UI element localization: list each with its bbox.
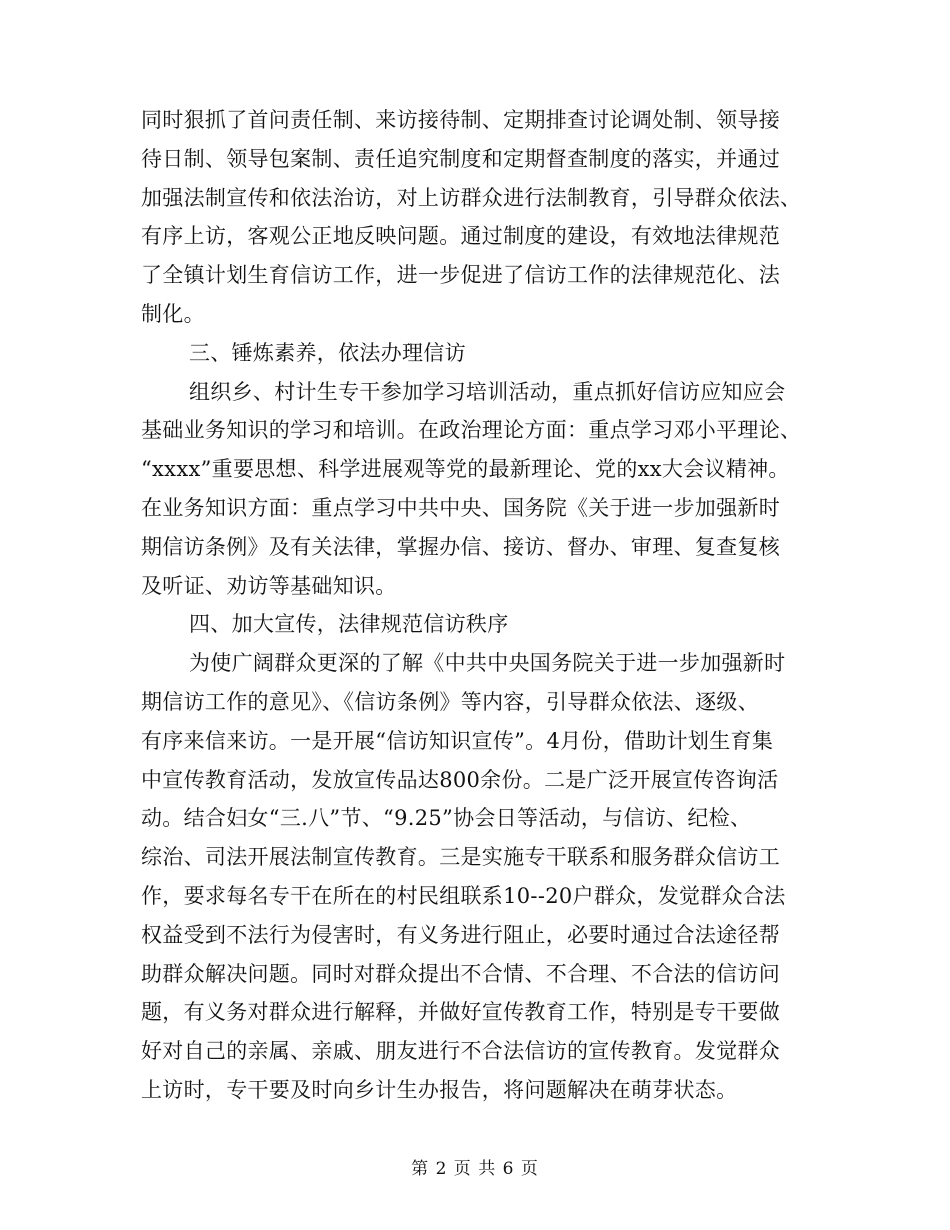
text-line: 在业务知识方面：重点学习中共中央、国务院《关于进一步加强新时 xyxy=(141,495,780,520)
text-line: 题，有义务对群众进行解释，并做好宣传教育工作，特别是专干要做 xyxy=(141,1000,780,1025)
text-line: 有序上访，客观公正地反映问题。通过制度的建设，有效地法律规范 xyxy=(141,224,780,249)
document-body xyxy=(141,101,831,1110)
text-line: 待日制、领导包案制、责任追究制度和定期督查制度的落实，并通过 xyxy=(141,146,780,171)
text-line: 及听证、劝访等基础知识。 xyxy=(141,573,397,598)
text-line: 权益受到不法行为侵害时，有义务进行阻止，必要时通过合法途径帮 xyxy=(141,922,780,947)
text-line: 有序来信来访。一是开展“信访知识宣传”。4月份，借助计划生育集 xyxy=(141,728,774,753)
text-line: 动。结合妇女“三.八”节、“9.25”协会日等活动，与信访、纪检、 xyxy=(141,806,752,831)
text-line: 制化。 xyxy=(141,301,205,326)
text-line: “xxxx”重要思想、科学进展观等党的最新理论、党的xx大会议精神。 xyxy=(141,457,790,482)
text-line: 同时狠抓了首问责任制、来访接待制、定期排查讨论调处制、领导接 xyxy=(141,108,780,132)
text-line: 好对自己的亲属、亲戚、朋友进行不合法信访的宣传教育。发觉群众 xyxy=(141,1039,780,1064)
text-line: 期信访工作的意见》、《信访条例》等内容，引导群众依法、逐级、 xyxy=(141,689,759,714)
text-line: 期信访条例》及有关法律，掌握办信、接访、督办、审理、复查复核 xyxy=(141,534,780,559)
text-line: 四、加大宣传，法律规范信访秩序 xyxy=(189,612,509,637)
text-line: 为使广阔群众更深的了解《中共中央国务院关于进一步加强新时 xyxy=(189,651,786,676)
text-line: 作，要求每名专干在所在的村民组联系10--20户群众，发觉群众合法 xyxy=(141,883,786,908)
text-line: 中宣传教育活动，发放宣传品达800余份。二是广泛开展宣传咨询活 xyxy=(141,767,779,792)
text-line: 基础业务知识的学习和培训。在政治理论方面：重点学习邓小平理论、 xyxy=(141,418,802,443)
text-line: 上访时，专干要及时向乡计生办报告，将问题解决在萌芽状态。 xyxy=(141,1077,738,1102)
text-line: 组织乡、村计生专干参加学习培训活动，重点抓好信访应知应会 xyxy=(189,379,786,404)
text-line: 助群众解决问题。同时对群众提出不合情、不合理、不合法的信访问 xyxy=(141,961,780,986)
text-line: 了全镇计划生育信访工作，进一步促进了信访工作的法律规范化、法 xyxy=(141,263,780,288)
text-line: 综治、司法开展法制宣传教育。三是实施专干联系和服务群众信访工 xyxy=(141,845,780,870)
text-line: 三、锤炼素养，依法办理信访 xyxy=(189,340,466,365)
page-number-footer: 第 2 页 共 6 页 xyxy=(411,1159,539,1179)
text-line: 加强法制宣传和依法治访，对上访群众进行法制教育，引导群众依法、 xyxy=(141,185,802,210)
